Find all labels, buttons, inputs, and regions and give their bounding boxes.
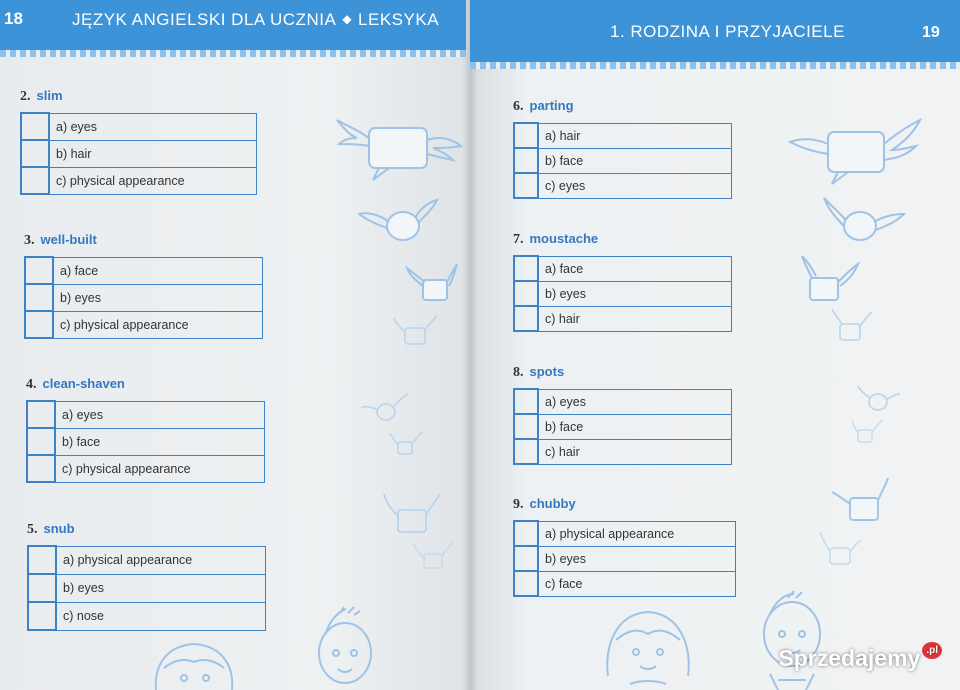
left-page-number: 18 bbox=[4, 9, 23, 28]
watermark bbox=[778, 645, 942, 672]
question-6 bbox=[513, 98, 732, 199]
answer-checkbox[interactable] bbox=[27, 455, 55, 482]
answer-checkbox[interactable] bbox=[27, 428, 55, 455]
option-label: a) hair bbox=[538, 123, 732, 148]
left-header-subject: JĘZYK ANGIELSKI DLA UCZNIA bbox=[72, 10, 337, 29]
question-heading bbox=[27, 521, 266, 538]
question-number: 3. bbox=[24, 233, 35, 248]
options-table bbox=[26, 400, 265, 483]
question-9 bbox=[513, 496, 736, 597]
question-number: 8. bbox=[513, 365, 524, 380]
question-word: snub bbox=[43, 521, 75, 536]
option-label: c) hair bbox=[538, 306, 732, 331]
option-label: b) eyes bbox=[56, 574, 266, 602]
watermark-text: Sprzedajemy bbox=[778, 645, 921, 671]
option-label: b) face bbox=[538, 148, 732, 173]
diamond-icon: ◆ bbox=[342, 12, 353, 26]
option-label: b) hair bbox=[49, 140, 257, 167]
options-table bbox=[20, 112, 257, 195]
question-3 bbox=[24, 232, 263, 339]
question-heading bbox=[513, 496, 736, 513]
winged-speech-bubble-icon bbox=[335, 110, 463, 185]
options-table bbox=[513, 520, 736, 597]
options-table bbox=[513, 388, 732, 465]
question-heading bbox=[513, 98, 732, 115]
options-table bbox=[513, 255, 732, 332]
answer-checkbox[interactable] bbox=[514, 173, 538, 198]
girl-face-illustration bbox=[150, 638, 238, 690]
girl-face-illustration bbox=[600, 606, 696, 690]
question-number: 6. bbox=[513, 99, 524, 114]
question-word: slim bbox=[36, 88, 63, 103]
option-label: a) physical appearance bbox=[538, 521, 736, 546]
question-word: clean-shaven bbox=[42, 376, 125, 391]
question-8 bbox=[513, 364, 732, 465]
option-label: c) face bbox=[538, 571, 736, 596]
winged-speech-bubble-icon bbox=[822, 196, 906, 246]
winged-bubble-icon bbox=[856, 382, 902, 416]
question-7 bbox=[513, 231, 732, 332]
answer-checkbox[interactable] bbox=[514, 439, 538, 464]
answer-checkbox[interactable] bbox=[514, 256, 538, 281]
book-spine bbox=[462, 0, 478, 690]
option-label: c) hair bbox=[538, 439, 732, 464]
option-label: b) face bbox=[55, 428, 265, 455]
question-number: 2. bbox=[20, 89, 31, 104]
winged-bubble-icon bbox=[393, 312, 439, 352]
answer-checkbox[interactable] bbox=[28, 602, 56, 630]
winged-bubble-icon bbox=[388, 430, 424, 460]
question-number: 4. bbox=[26, 377, 37, 392]
answer-checkbox[interactable] bbox=[514, 546, 538, 571]
left-header-stripe bbox=[0, 50, 466, 57]
option-label: c) nose bbox=[56, 602, 266, 630]
winged-bubble-icon bbox=[800, 252, 860, 308]
winged-bubble-icon bbox=[830, 476, 890, 528]
answer-checkbox[interactable] bbox=[514, 571, 538, 596]
option-label: b) eyes bbox=[538, 281, 732, 306]
answer-checkbox[interactable] bbox=[514, 281, 538, 306]
watermark-suffix: .pl bbox=[922, 642, 942, 659]
boy-face-illustration bbox=[752, 590, 832, 690]
question-number: 7. bbox=[513, 232, 524, 247]
option-label: c) physical appearance bbox=[53, 311, 263, 338]
boy-face-illustration bbox=[310, 605, 380, 690]
option-label: a) face bbox=[53, 257, 263, 284]
question-heading bbox=[513, 364, 732, 381]
question-number: 9. bbox=[513, 497, 524, 512]
question-heading bbox=[20, 88, 257, 105]
options-table bbox=[24, 256, 263, 339]
answer-checkbox[interactable] bbox=[514, 389, 538, 414]
option-label: a) face bbox=[538, 256, 732, 281]
answer-checkbox[interactable] bbox=[25, 257, 53, 284]
question-4 bbox=[26, 376, 265, 483]
options-table bbox=[27, 545, 266, 631]
answer-checkbox[interactable] bbox=[21, 167, 49, 194]
option-label: b) eyes bbox=[53, 284, 263, 311]
left-header-section: LEKSYKA bbox=[358, 10, 440, 29]
winged-bubble-icon bbox=[818, 530, 864, 570]
question-word: well-built bbox=[40, 232, 97, 247]
winged-bubble-icon bbox=[850, 418, 884, 448]
answer-checkbox[interactable] bbox=[28, 574, 56, 602]
option-label: b) eyes bbox=[538, 546, 736, 571]
answer-checkbox[interactable] bbox=[27, 401, 55, 428]
option-label: c) physical appearance bbox=[49, 167, 257, 194]
answer-checkbox[interactable] bbox=[514, 306, 538, 331]
answer-checkbox[interactable] bbox=[28, 546, 56, 574]
winged-bubble-icon bbox=[412, 540, 454, 576]
answer-checkbox[interactable] bbox=[25, 284, 53, 311]
option-label: b) face bbox=[538, 414, 732, 439]
right-header-title: 1. RODZINA I PRZYJACIELE bbox=[610, 22, 845, 41]
question-heading bbox=[513, 231, 732, 248]
question-word: chubby bbox=[529, 496, 576, 511]
option-label: a) eyes bbox=[55, 401, 265, 428]
option-label: c) physical appearance bbox=[55, 455, 265, 482]
options-table bbox=[513, 122, 732, 199]
option-label: a) physical appearance bbox=[56, 546, 266, 574]
right-header-stripe bbox=[470, 62, 960, 69]
question-word: parting bbox=[529, 98, 574, 113]
right-page-header bbox=[470, 0, 960, 62]
option-label: a) eyes bbox=[49, 113, 257, 140]
winged-bubble-icon bbox=[360, 392, 410, 426]
question-2 bbox=[20, 88, 257, 195]
question-word: spots bbox=[529, 364, 565, 379]
winged-bubble-icon bbox=[830, 306, 874, 346]
answer-checkbox[interactable] bbox=[514, 123, 538, 148]
answer-checkbox[interactable] bbox=[21, 113, 49, 140]
right-page-number: 19 bbox=[922, 24, 940, 41]
answer-checkbox[interactable] bbox=[514, 148, 538, 173]
winged-bubble-icon bbox=[382, 488, 442, 538]
question-word: moustache bbox=[529, 231, 599, 246]
winged-bubble-icon bbox=[405, 260, 459, 308]
left-page-header bbox=[0, 0, 466, 50]
question-5 bbox=[27, 521, 266, 631]
winged-speech-bubble-icon bbox=[788, 118, 924, 188]
option-label: c) eyes bbox=[538, 173, 732, 198]
winged-speech-bubble-icon bbox=[357, 196, 441, 246]
option-label: a) eyes bbox=[538, 389, 732, 414]
answer-checkbox[interactable] bbox=[514, 414, 538, 439]
answer-checkbox[interactable] bbox=[514, 521, 538, 546]
question-heading bbox=[24, 232, 263, 249]
question-number: 5. bbox=[27, 522, 38, 537]
answer-checkbox[interactable] bbox=[21, 140, 49, 167]
question-heading bbox=[26, 376, 265, 393]
answer-checkbox[interactable] bbox=[25, 311, 53, 338]
left-header-title bbox=[72, 10, 439, 30]
